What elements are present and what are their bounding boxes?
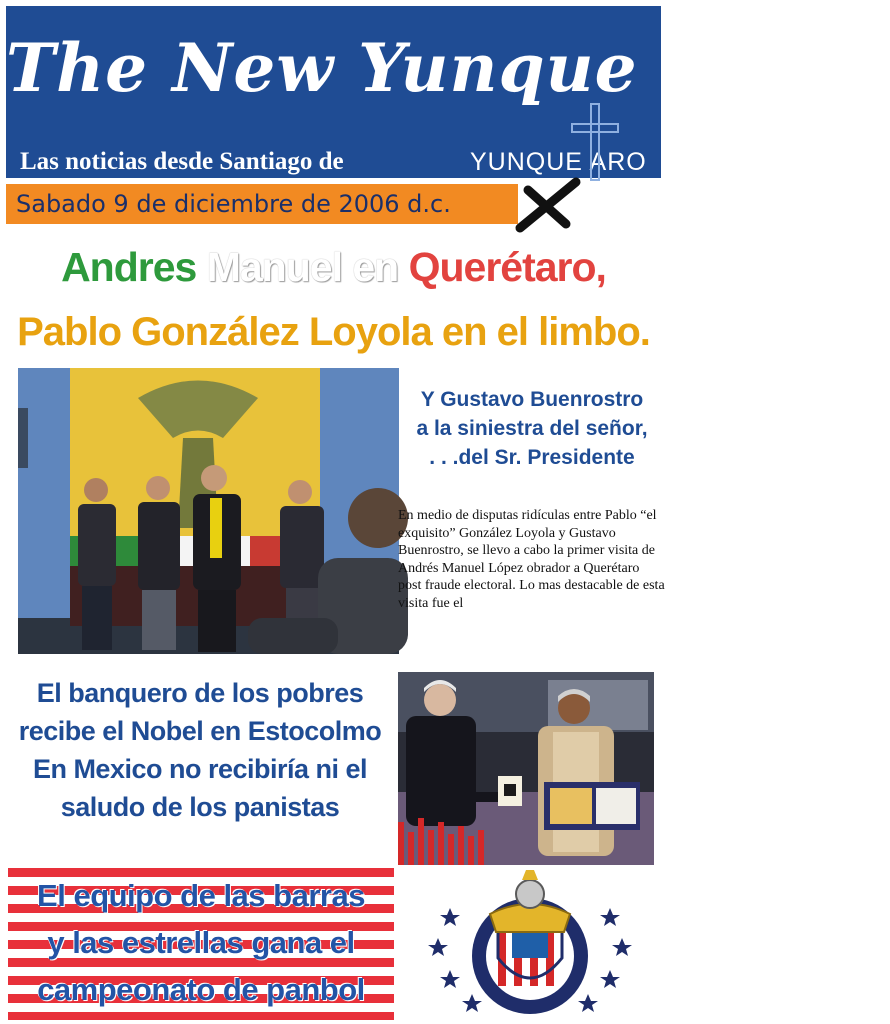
football-club-crest-icon bbox=[428, 866, 638, 1018]
sports-headline-line-3: campeonato de panbol bbox=[37, 972, 365, 1007]
nobel-headline-line-1: El banquero de los pobres bbox=[36, 678, 364, 708]
nobel-headline-line-2: recibe el Nobel en Estocolmo bbox=[18, 716, 382, 746]
headline-red-part: Querétaro, bbox=[408, 244, 606, 290]
nobel-headline-line-4: saludo de los panistas bbox=[60, 792, 340, 822]
masthead bbox=[6, 6, 890, 178]
date-bar bbox=[6, 184, 518, 224]
mourning-ribbon-icon bbox=[516, 176, 582, 234]
masthead-city: YUNQUE ARO bbox=[470, 148, 647, 176]
headline-white-part: Manuel en bbox=[206, 244, 409, 290]
sports-headline-line-1: El equipo de las barras bbox=[37, 878, 365, 913]
nobel-headline bbox=[8, 674, 392, 826]
side-story-headline bbox=[398, 385, 666, 472]
side-headline-line-1: Y Gustavo Buenrostro bbox=[420, 388, 644, 411]
event-photo bbox=[18, 368, 399, 654]
side-headline-line-3: . . .del Sr. Presidente bbox=[429, 446, 635, 469]
side-headline-line-2: a la siniestra del señor, bbox=[416, 417, 648, 440]
sports-headline-line-2: y las estrellas gana el bbox=[47, 925, 355, 960]
masthead-subtitle: Las noticias desde Santiago de bbox=[20, 148, 344, 175]
secondary-headline: Pablo González Loyola en el limbo. bbox=[17, 310, 650, 354]
cross-icon bbox=[566, 102, 626, 182]
headline-green-part: Andres bbox=[61, 244, 207, 290]
main-headline bbox=[0, 240, 667, 294]
nobel-ceremony-photo bbox=[398, 672, 654, 865]
striped-banner bbox=[8, 868, 394, 1020]
issue-date: Sabado 9 de diciembre de 2006 d.c. bbox=[16, 190, 451, 218]
sports-headline bbox=[8, 872, 394, 1013]
newspaper-title: The New Yunque Times bbox=[6, 29, 890, 107]
nobel-headline-line-3: En Mexico no recibiría ni el bbox=[32, 754, 368, 784]
side-story-body: En medio de disputas ridículas entre Pablo “el exquisito” González Loyola y Gustavo Buenrostro, se llevo a cabo la primer visita de Andrés Manuel López obrador a Querétaro post fraude electoral. Lo mas destacable de esta visita fue el bbox=[398, 508, 665, 611]
